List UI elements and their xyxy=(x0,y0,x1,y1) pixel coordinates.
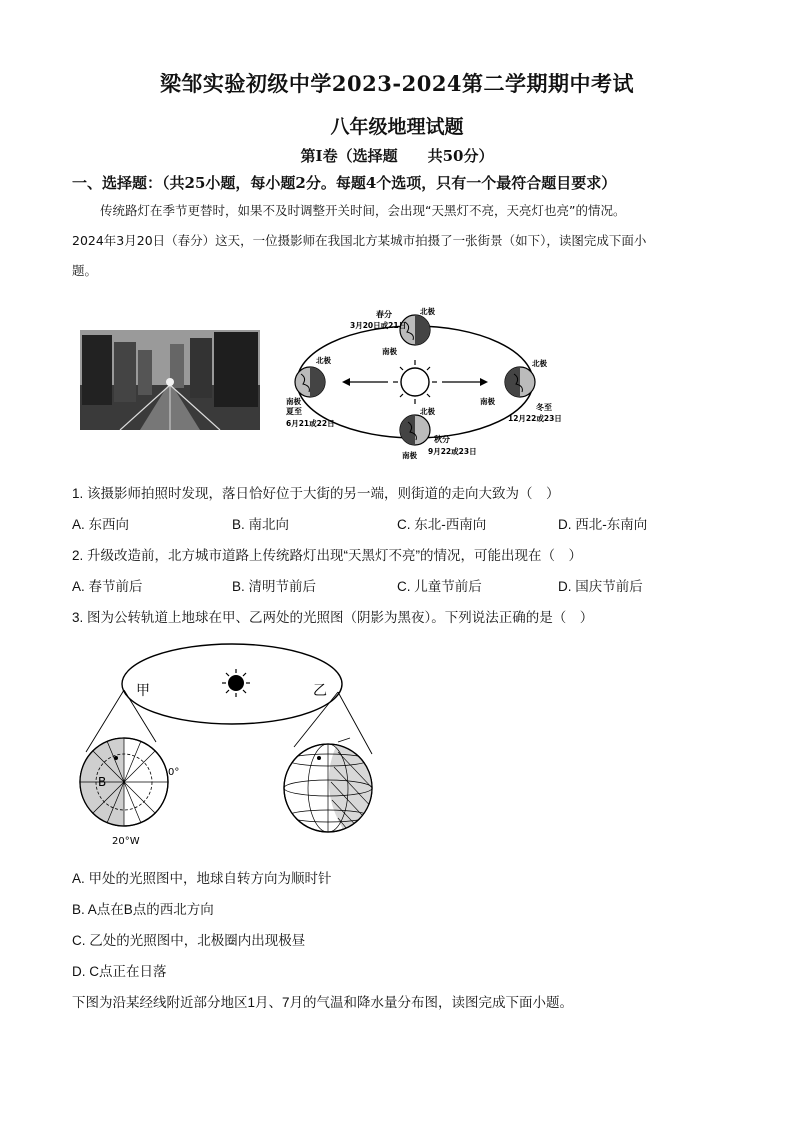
label-point-b: B xyxy=(98,775,107,789)
date-autumn: 9月22或23日 xyxy=(428,447,477,456)
sun-icon xyxy=(393,360,437,404)
sun-icon xyxy=(222,669,250,697)
option-d[interactable]: D. 西北-东南向 xyxy=(558,517,648,532)
label-south: 南极 xyxy=(382,347,397,356)
label-winter: 冬至 xyxy=(536,403,552,412)
orbit-diagram xyxy=(270,300,590,465)
label-north: 北极 xyxy=(420,307,435,316)
date-winter: 12月22或23日 xyxy=(508,414,562,423)
label-south: 南极 xyxy=(480,397,495,406)
exam-title: 梁邹实验初级中学2023-2024第二学期期中考试 xyxy=(159,71,635,96)
option-b[interactable]: B. 清明节前后 xyxy=(232,579,317,594)
earth-icon xyxy=(400,415,430,445)
label-north: 北极 xyxy=(316,356,331,365)
intro-line-3: 题。 xyxy=(72,263,98,278)
option-c[interactable]: C. 儿童节前后 xyxy=(397,579,482,594)
volume-heading: 第Ⅰ卷（选择题 共50分） xyxy=(300,147,494,165)
option-c[interactable]: C. 东北-西南向 xyxy=(397,517,487,532)
date-summer: 6月21或22日 xyxy=(286,419,335,428)
option-a[interactable]: A. 东西向 xyxy=(72,517,130,532)
label-south: 南极 xyxy=(286,397,301,406)
question-3-stem: 3. 图为公转轨道上地球在甲、乙两处的光照图（阴影为黑夜）。下列说法正确的是（ ） xyxy=(72,610,594,625)
label-south: 南极 xyxy=(402,451,417,460)
date-spring: 3月20日或21日 xyxy=(350,321,407,330)
label-zero-degree: 0° xyxy=(168,767,180,778)
label-spring: 春分 xyxy=(376,310,392,319)
option-a[interactable]: A. 甲处的光照图中，地球自转方向为顺时针 xyxy=(72,871,332,886)
option-b[interactable]: B. 南北向 xyxy=(232,517,290,532)
exam-subtitle: 八年级地理试题 xyxy=(330,116,464,138)
street-photo xyxy=(80,330,260,430)
label-north: 北极 xyxy=(420,407,435,416)
option-d[interactable]: D. 国庆节前后 xyxy=(558,579,643,594)
earth-icon xyxy=(505,367,535,397)
option-d[interactable]: D. C点正在日落 xyxy=(72,964,167,979)
earth-icon xyxy=(400,315,430,345)
label-autumn: 秋分 xyxy=(434,435,450,444)
option-c[interactable]: C. 乙处的光照图中，北极圈内出现极昼 xyxy=(72,933,306,948)
label-yi: 乙 xyxy=(313,683,327,699)
option-a[interactable]: A. 春节前后 xyxy=(72,579,143,594)
intro-text xyxy=(72,196,732,286)
label-jia: 甲 xyxy=(136,683,150,699)
label-north: 北极 xyxy=(532,359,547,368)
label-longitude: 20°W xyxy=(112,836,140,847)
intro-line-1: 传统路灯在季节更替时，如果不及时调整开关时间，会出现“天黑灯不亮，天亮灯也亮”的情况。 xyxy=(100,203,626,218)
globe-jia xyxy=(80,738,179,847)
next-section-intro: 下图为沿某经线附近部分地区1月、7月的气温和降水量分布图，读图完成下面小题。 xyxy=(72,995,574,1010)
section-heading: 一、选择题：（共25小题，每小题2分。每题4个选项，只有一个最符合题目要求） xyxy=(72,174,617,192)
question-1-stem: 1. 该摄影师拍照时发现，落日恰好位于大街的另一端，则街道的走向大致为（ ） xyxy=(72,486,560,501)
earth-icon xyxy=(295,367,325,397)
globe-illumination-diagram xyxy=(76,642,386,852)
globe-yi xyxy=(284,738,376,836)
question-2-stem: 2. 升级改造前，北方城市道路上传统路灯出现“天黑灯不亮”的情况，可能出现在（ ） xyxy=(72,548,582,563)
intro-line-2: 2024年3月20日（春分）这天，一位摄影师在我国北方某城市拍摄了一张街景（如下），读图完成下面小 xyxy=(72,233,647,248)
label-summer: 夏至 xyxy=(286,407,302,416)
option-b[interactable]: B. A点在B点的西北方向 xyxy=(72,902,214,917)
